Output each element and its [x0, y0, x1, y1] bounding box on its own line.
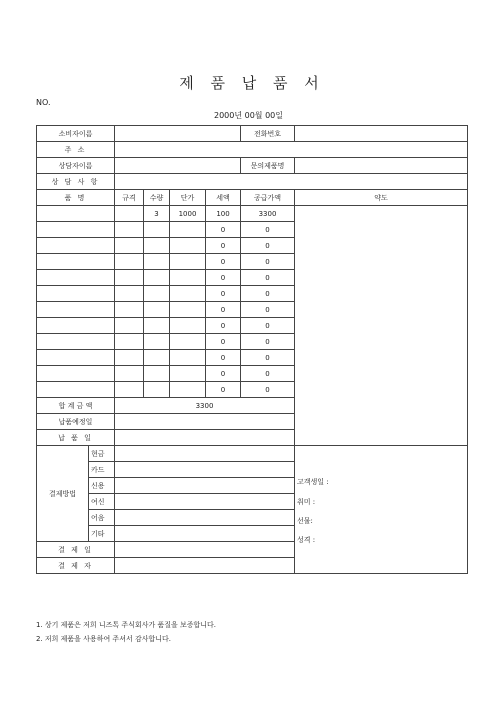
delivery-date-value[interactable] [115, 430, 295, 446]
item-spec-cell[interactable] [115, 302, 144, 318]
payment-method-value[interactable] [115, 526, 295, 542]
delivery-date-label: 납 품 일 [37, 430, 115, 446]
item-spec-cell[interactable] [115, 286, 144, 302]
consumer-name-value[interactable] [115, 126, 241, 142]
payer-label: 결 제 자 [37, 558, 115, 574]
customer-birthday-label: 고객생일 : [297, 478, 329, 486]
item-spec-cell[interactable] [115, 270, 144, 286]
item-unit-price-cell[interactable] [170, 350, 206, 366]
col-tax: 세액 [206, 190, 241, 206]
item-tax-cell[interactable]: 0 [206, 254, 241, 270]
payment-method-option: 어음 [89, 510, 115, 526]
item-qty-cell[interactable] [144, 334, 170, 350]
customer-personality-label: 성격 : [297, 536, 316, 544]
item-qty-cell[interactable] [144, 254, 170, 270]
document-number-label: NO. [36, 98, 51, 107]
item-tax-cell[interactable]: 0 [206, 318, 241, 334]
payment-method-value[interactable] [115, 462, 295, 478]
item-spec-cell[interactable] [115, 222, 144, 238]
payment-method-value[interactable] [115, 510, 295, 526]
item-spec-cell[interactable] [115, 318, 144, 334]
item-name-cell[interactable] [37, 302, 115, 318]
customer-hobby-label: 취미 : [297, 498, 316, 506]
item-name-cell[interactable] [37, 222, 115, 238]
customer-info-box [297, 446, 465, 573]
col-unit-price: 단가 [170, 190, 206, 206]
payment-method-value[interactable] [115, 478, 295, 494]
item-unit-price-cell[interactable] [170, 222, 206, 238]
counselor-name-value[interactable] [115, 158, 241, 174]
item-supply-cell[interactable]: 0 [241, 254, 295, 270]
item-unit-price-cell[interactable]: 1000 [170, 206, 206, 222]
phone-label: 전화번호 [241, 126, 295, 142]
document-title: 제 품 납 품 서 [179, 74, 325, 92]
inquiry-product-value[interactable] [295, 158, 468, 174]
col-qty: 수량 [144, 190, 170, 206]
item-supply-cell[interactable]: 0 [241, 302, 295, 318]
item-tax-cell[interactable]: 0 [206, 366, 241, 382]
map-area[interactable] [295, 206, 468, 446]
payment-method-option: 기타 [89, 526, 115, 542]
item-qty-cell[interactable] [144, 222, 170, 238]
customer-info-area[interactable] [295, 446, 468, 574]
item-name-cell[interactable] [37, 238, 115, 254]
col-spec: 규격 [115, 190, 144, 206]
item-qty-cell[interactable] [144, 350, 170, 366]
item-name-cell[interactable] [37, 270, 115, 286]
col-remarks: 약도 [295, 190, 468, 206]
consumer-name-label: 소비자이름 [37, 126, 115, 142]
item-spec-cell[interactable] [115, 254, 144, 270]
item-qty-cell[interactable] [144, 302, 170, 318]
address-label: 주 소 [37, 142, 115, 158]
item-qty-cell[interactable] [144, 318, 170, 334]
item-qty-cell[interactable] [144, 270, 170, 286]
item-name-cell[interactable] [37, 206, 115, 222]
item-supply-cell[interactable]: 0 [241, 270, 295, 286]
item-unit-price-cell[interactable] [170, 302, 206, 318]
item-name-cell[interactable] [37, 254, 115, 270]
item-tax-cell[interactable]: 0 [206, 382, 241, 398]
address-value[interactable] [115, 142, 468, 158]
total-label: 합 계 금 액 [37, 398, 115, 414]
customer-gift-label: 선물: [297, 517, 313, 525]
item-qty-cell[interactable] [144, 238, 170, 254]
item-spec-cell[interactable] [115, 382, 144, 398]
document-date: 2000년 00월 00일 [214, 111, 283, 120]
counsel-items-value[interactable] [115, 174, 468, 190]
payment-method-option: 신용 [89, 478, 115, 494]
item-name-cell[interactable] [37, 350, 115, 366]
note-line: 1. 상기 제품은 저희 니즈톡 주식회사가 품질을 보증합니다. [36, 621, 217, 629]
payment-date-label: 결 제 일 [37, 542, 115, 558]
payment-method-value[interactable] [115, 494, 295, 510]
item-supply-cell[interactable]: 0 [241, 318, 295, 334]
note-line: 2. 저희 제품을 사용하여 주셔서 감사합니다. [36, 635, 171, 643]
item-supply-cell[interactable]: 0 [241, 334, 295, 350]
item-qty-cell[interactable] [144, 366, 170, 382]
item-unit-price-cell[interactable] [170, 334, 206, 350]
phone-value[interactable] [295, 126, 468, 142]
item-supply-cell[interactable]: 0 [241, 382, 295, 398]
item-tax-cell[interactable]: 0 [206, 286, 241, 302]
payer-value[interactable] [115, 558, 295, 574]
item-spec-cell[interactable] [115, 334, 144, 350]
item-tax-cell[interactable]: 0 [206, 222, 241, 238]
item-supply-cell[interactable]: 3300 [241, 206, 295, 222]
item-qty-cell[interactable] [144, 382, 170, 398]
item-tax-cell[interactable]: 100 [206, 206, 241, 222]
item-spec-cell[interactable] [115, 350, 144, 366]
table-row [37, 206, 468, 222]
item-name-cell[interactable] [37, 366, 115, 382]
item-name-cell[interactable] [37, 382, 115, 398]
inquiry-product-label: 문의제품명 [241, 158, 295, 174]
item-supply-cell[interactable]: 0 [241, 238, 295, 254]
item-supply-cell[interactable]: 0 [241, 366, 295, 382]
item-unit-price-cell[interactable] [170, 318, 206, 334]
item-spec-cell[interactable] [115, 366, 144, 382]
item-unit-price-cell[interactable] [170, 286, 206, 302]
payment-method-option: 여신 [89, 494, 115, 510]
item-qty-cell[interactable] [144, 286, 170, 302]
delivery-form-table [36, 125, 468, 574]
item-tax-cell[interactable]: 0 [206, 270, 241, 286]
col-product-name: 품 명 [37, 190, 115, 206]
item-spec-cell[interactable] [115, 238, 144, 254]
item-name-cell[interactable] [37, 318, 115, 334]
payment-method-option: 현금 [89, 446, 115, 462]
payment-date-value[interactable] [115, 542, 295, 558]
item-qty-cell[interactable]: 3 [144, 206, 170, 222]
item-supply-cell[interactable]: 0 [241, 350, 295, 366]
col-supply-amount: 공급가액 [241, 190, 295, 206]
item-supply-cell[interactable]: 0 [241, 222, 295, 238]
item-name-cell[interactable] [37, 286, 115, 302]
payment-method-option: 카드 [89, 462, 115, 478]
item-unit-price-cell[interactable] [170, 270, 206, 286]
delivery-due-label: 납품예정일 [37, 414, 115, 430]
item-tax-cell[interactable]: 0 [206, 334, 241, 350]
item-tax-cell[interactable]: 0 [206, 238, 241, 254]
item-spec-cell[interactable] [115, 206, 144, 222]
notes [36, 618, 216, 646]
total-value: 3300 [115, 398, 295, 414]
item-unit-price-cell[interactable] [170, 382, 206, 398]
item-supply-cell[interactable]: 0 [241, 286, 295, 302]
item-name-cell[interactable] [37, 334, 115, 350]
items-header-row [37, 190, 468, 206]
counsel-items-label: 상 담 사 항 [37, 174, 115, 190]
item-tax-cell[interactable]: 0 [206, 302, 241, 318]
item-unit-price-cell[interactable] [170, 254, 206, 270]
payment-method-label: 결제방법 [37, 446, 89, 542]
payment-method-value[interactable] [115, 446, 295, 462]
item-unit-price-cell[interactable] [170, 366, 206, 382]
delivery-due-value[interactable] [115, 414, 295, 430]
item-tax-cell[interactable]: 0 [206, 350, 241, 366]
payment-method-row [37, 446, 468, 462]
item-unit-price-cell[interactable] [170, 238, 206, 254]
counselor-name-label: 상담자이름 [37, 158, 115, 174]
